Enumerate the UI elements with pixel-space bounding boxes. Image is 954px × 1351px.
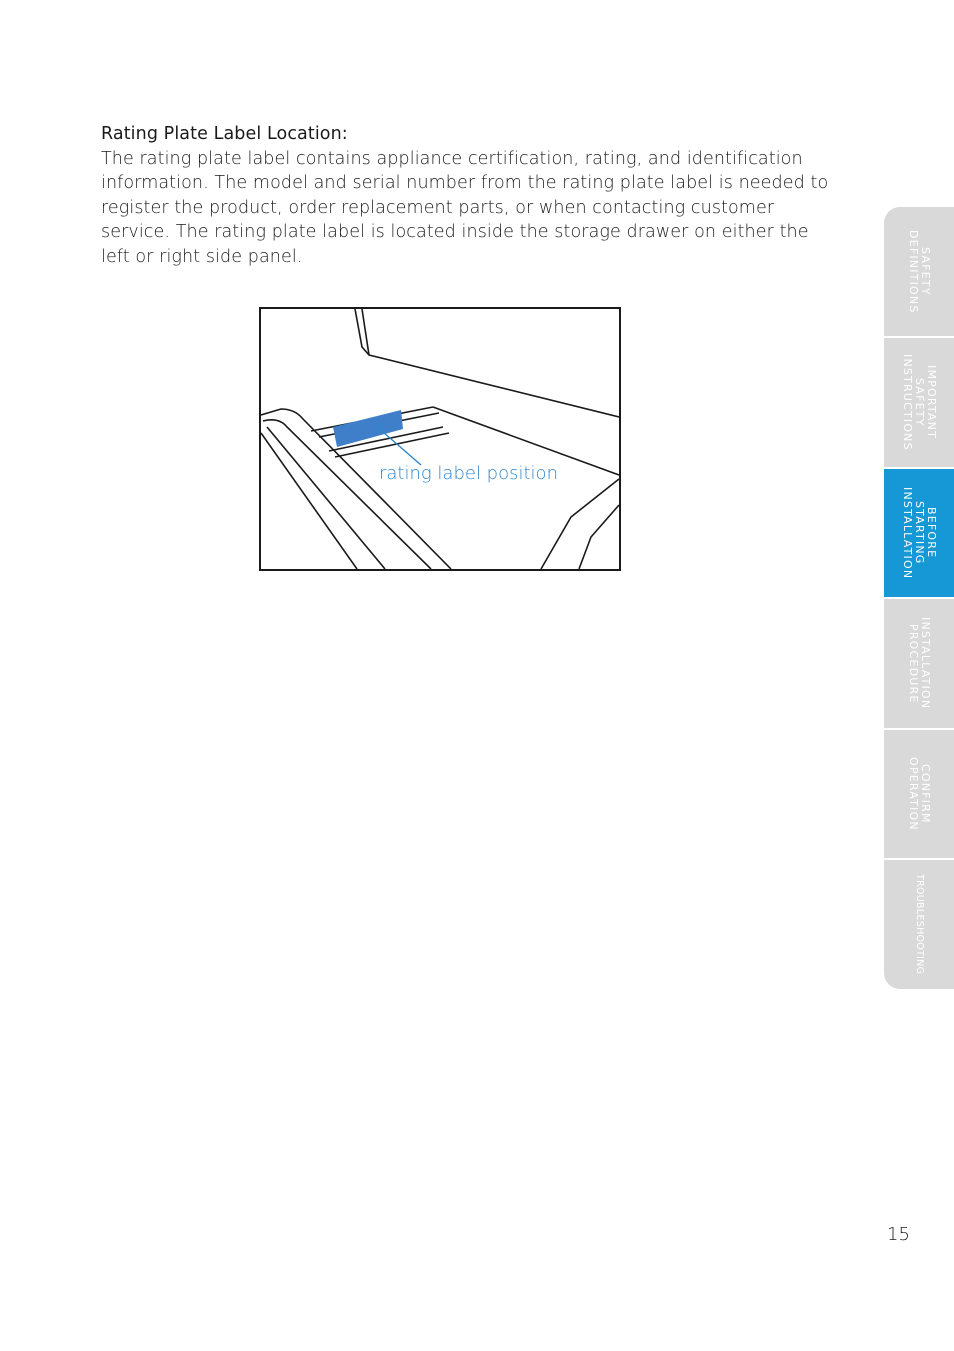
tab-installation-procedure[interactable] — [884, 599, 954, 728]
rating-label-highlight — [333, 410, 403, 447]
page-number: 15 — [887, 1224, 910, 1245]
drawer-right-wall-inner — [579, 505, 619, 569]
tab-safety-definitions[interactable] — [884, 207, 954, 336]
tab-before-starting-installation[interactable] — [884, 469, 954, 597]
section-heading: Rating Plate Label Location: — [101, 124, 348, 144]
tab-label: INSTALLATION PROCEDURE — [907, 617, 932, 710]
tab-label: SAFETY DEFINITIONS — [907, 229, 932, 314]
drawer-right-wall — [541, 479, 619, 569]
section-body: The rating plate label contains appliance certification, rating, and identification information. The model and serial number from the rating plate label is needed to register the product, order replacement parts, or when contacting customer service. The rating plate label is located inside the storage drawer on either the left or right side panel. — [101, 148, 829, 267]
callout-label: rating label position — [379, 463, 558, 484]
tab-troubleshooting[interactable] — [884, 860, 954, 989]
tab-label: IMPORTANT SAFETY INSTRUCTIONS — [901, 354, 938, 451]
drawer-illustration — [259, 307, 621, 571]
drawer-front-handle-lower — [267, 427, 385, 569]
tab-label: TROUBLESHOOTING — [914, 874, 925, 975]
tab-confirm-operation[interactable] — [884, 730, 954, 858]
drawer-drawing — [261, 309, 619, 569]
tab-important-safety-instructions[interactable] — [884, 338, 954, 467]
rating-plate-section — [101, 122, 841, 269]
section-side-tabs — [884, 207, 954, 991]
callout-leader-line — [383, 432, 421, 465]
drawer-back-panel-top — [369, 309, 376, 355]
drawer-back-panel — [355, 309, 619, 417]
tab-label: BEFORE STARTING INSTALLATION — [901, 486, 938, 580]
drawer-front-edge — [261, 433, 357, 569]
tab-label: CONFIRM OPERATION — [907, 757, 932, 831]
